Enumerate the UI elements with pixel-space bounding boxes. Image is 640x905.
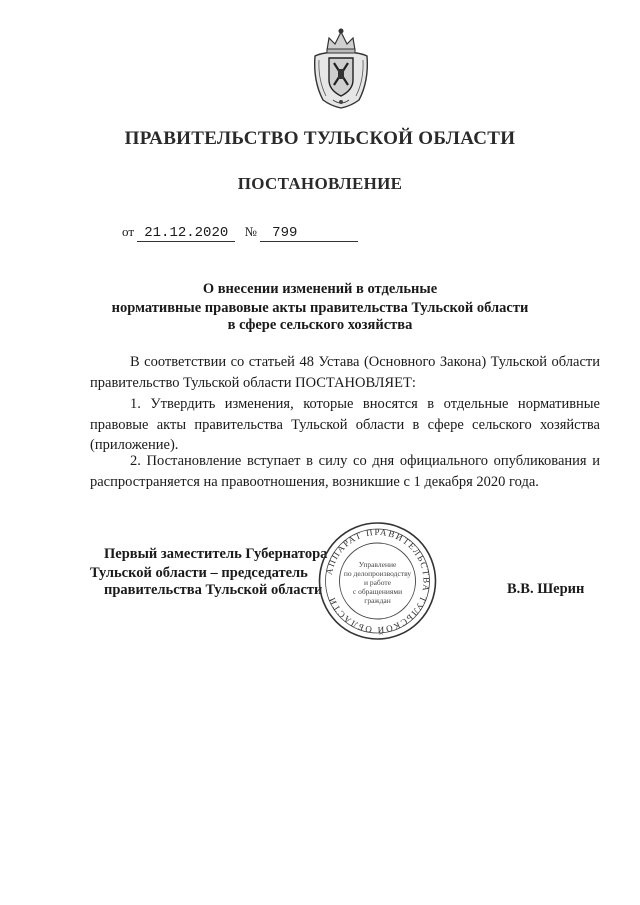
stamp-line: с обращениями bbox=[352, 587, 403, 596]
subject-line: нормативные правовые акты правительства Тульской области bbox=[111, 300, 529, 316]
signer-name: В.В. Шерин bbox=[507, 581, 585, 597]
date-number-line bbox=[122, 224, 358, 242]
paragraph-text: В соответствии со статьей 48 Устава (Основного Закона) Тульской области правительство Тульской области ПОСТАНОВЛЯЕТ: bbox=[90, 354, 600, 391]
stamp-line: Управление bbox=[358, 560, 397, 569]
body-paragraph bbox=[90, 352, 600, 393]
stamp-line: и работе bbox=[363, 578, 392, 587]
government-title: ПРАВИТЕЛЬСТВО ТУЛЬСКОЙ ОБЛАСТИ bbox=[124, 128, 516, 149]
signer-title-line: правительства Тульской области bbox=[104, 582, 323, 598]
paragraph-text: 1. Утвердить изменения, которые вносятся в отдельные нормативные правовые акты правительства Тульской области в сфере сельского хозяйства (приложение). bbox=[90, 396, 600, 453]
stamp-ring-text: АППАРАТ ПРАВИТЕЛЬСТВА ТУЛЬСКОЙ ОБЛАСТИ bbox=[323, 526, 432, 636]
subject-line: О внесении изменений в отдельные bbox=[202, 281, 438, 297]
document-date: 21.12.2020 bbox=[137, 225, 235, 242]
stamp-inner-text bbox=[316, 520, 439, 642]
number-label: № bbox=[244, 224, 257, 239]
body-paragraph bbox=[90, 394, 600, 456]
stamp-line: по делопроизводству bbox=[343, 569, 412, 578]
subject-line: в сфере сельского хозяйства bbox=[227, 317, 413, 333]
signer-title-line: Тульской области – председатель bbox=[90, 565, 308, 581]
stamp-line: граждан bbox=[364, 596, 391, 605]
signer-title-line: Первый заместитель Губернатора bbox=[104, 546, 328, 562]
coat-of-arms-icon bbox=[309, 26, 373, 110]
document-type: ПОСТАНОВЛЕНИЕ bbox=[237, 174, 403, 193]
document-number: 799 bbox=[260, 225, 358, 242]
body-paragraph bbox=[90, 451, 600, 492]
date-label: от bbox=[122, 224, 135, 239]
paragraph-text: 2. Постановление вступает в силу со дня официального опубликования и распространяется на правоотношения, возникшие с 1 декабря 2020 года. bbox=[90, 453, 600, 490]
